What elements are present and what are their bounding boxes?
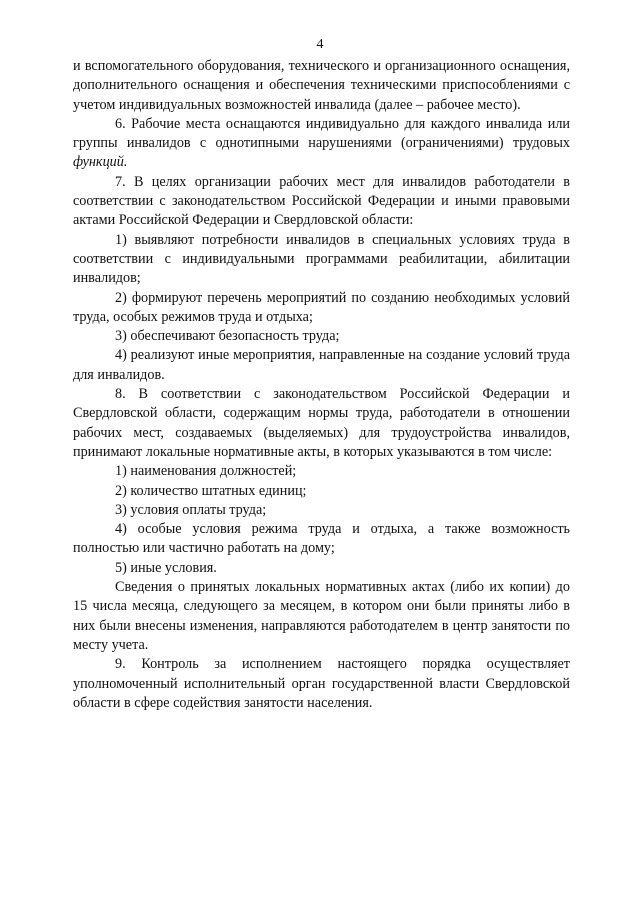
paragraph-text-run: 9. Контроль за исполнением настоящего порядка осуществляет уполномоченный исполнительный орган государственной власти Свердловской области в сфере содействия занятости населения. xyxy=(73,656,570,711)
paragraph-3 xyxy=(73,173,570,231)
paragraph-8 xyxy=(73,385,570,462)
paragraph-text-run: 3) условия оплаты труда; xyxy=(115,501,267,518)
paragraph-text-run: 4) особые условия режима труда и отдыха, а также возможность полностью или частично работать на дому; xyxy=(73,521,570,557)
paragraph-4 xyxy=(73,231,570,289)
paragraph-9 xyxy=(73,462,570,481)
paragraph-text-run: Сведения о принятых локальных нормативных актах (либо их копии) до 15 числа месяца, следующего за месяцем, в котором они были приняты либо в них были внесены изменения, направляются работодателем в центр занятости по месту учета. xyxy=(73,579,570,653)
paragraph-11 xyxy=(73,501,570,520)
paragraph-text-run: 1) выявляют потребности инвалидов в специальных условиях труда в соответствии с индивидуальными программами реабилитации, абилитации инвалидов; xyxy=(73,231,570,287)
paragraph-10 xyxy=(73,482,570,501)
paragraph-1 xyxy=(73,57,570,115)
paragraph-text-run: 7. В целях организации рабочих мест для инвалидов работодатели в соответствии с законодательством Российской Федерации и иными правовыми актами Российской Федерации и Свердловской области: xyxy=(73,173,570,229)
paragraph-14 xyxy=(73,578,570,655)
paragraph-2 xyxy=(73,115,570,173)
paragraph-text-run: 3) обеспечивают безопасность труда; xyxy=(115,328,340,345)
paragraph-15 xyxy=(73,655,570,713)
paragraph-text-run: 1) наименования должностей; xyxy=(115,463,297,480)
paragraph-text-run: 6. Рабочие места оснащаются индивидуально для каждого инвалида или группы инвалидов с однотипными нарушениями (ограничениями) трудовых xyxy=(73,115,570,152)
paragraph-text-run: 2) формируют перечень мероприятий по созданию необходимых условий труда, особых режимов труда и отдыха; xyxy=(73,289,570,325)
paragraph-text-run: и вспомогательного оборудования, технического и организационного оснащения, дополнительного оснащения и обеспечения техническими приспособлениями с учетом индивидуальных возможностей инвалида (далее – рабочее место). xyxy=(73,58,570,113)
document-body xyxy=(73,57,570,713)
paragraph-text-run: функций. xyxy=(73,154,128,171)
paragraph-6 xyxy=(73,327,570,346)
paragraph-7 xyxy=(73,346,570,385)
paragraph-text-run: 5) иные условия. xyxy=(115,559,217,576)
paragraph-text-run: 8. В соответствии с законодательством Российской Федерации и Свердловской области, содержащим нормы труда, работодатели в отношении рабочих мест, создаваемых (выделяемых) для трудоустройства инвалидов, принимают локальные нормативные акты, в которых указываются в том числе: xyxy=(73,386,570,460)
paragraph-text-run: 4) реализуют иные мероприятия, направленные на создание условий труда для инвалидов. xyxy=(73,347,570,383)
paragraph-13 xyxy=(73,559,570,578)
page-number: 4 xyxy=(316,37,324,52)
paragraph-12 xyxy=(73,520,570,559)
paragraph-text-run: 2) количество штатных единиц; xyxy=(115,482,307,499)
paragraph-5 xyxy=(73,289,570,328)
